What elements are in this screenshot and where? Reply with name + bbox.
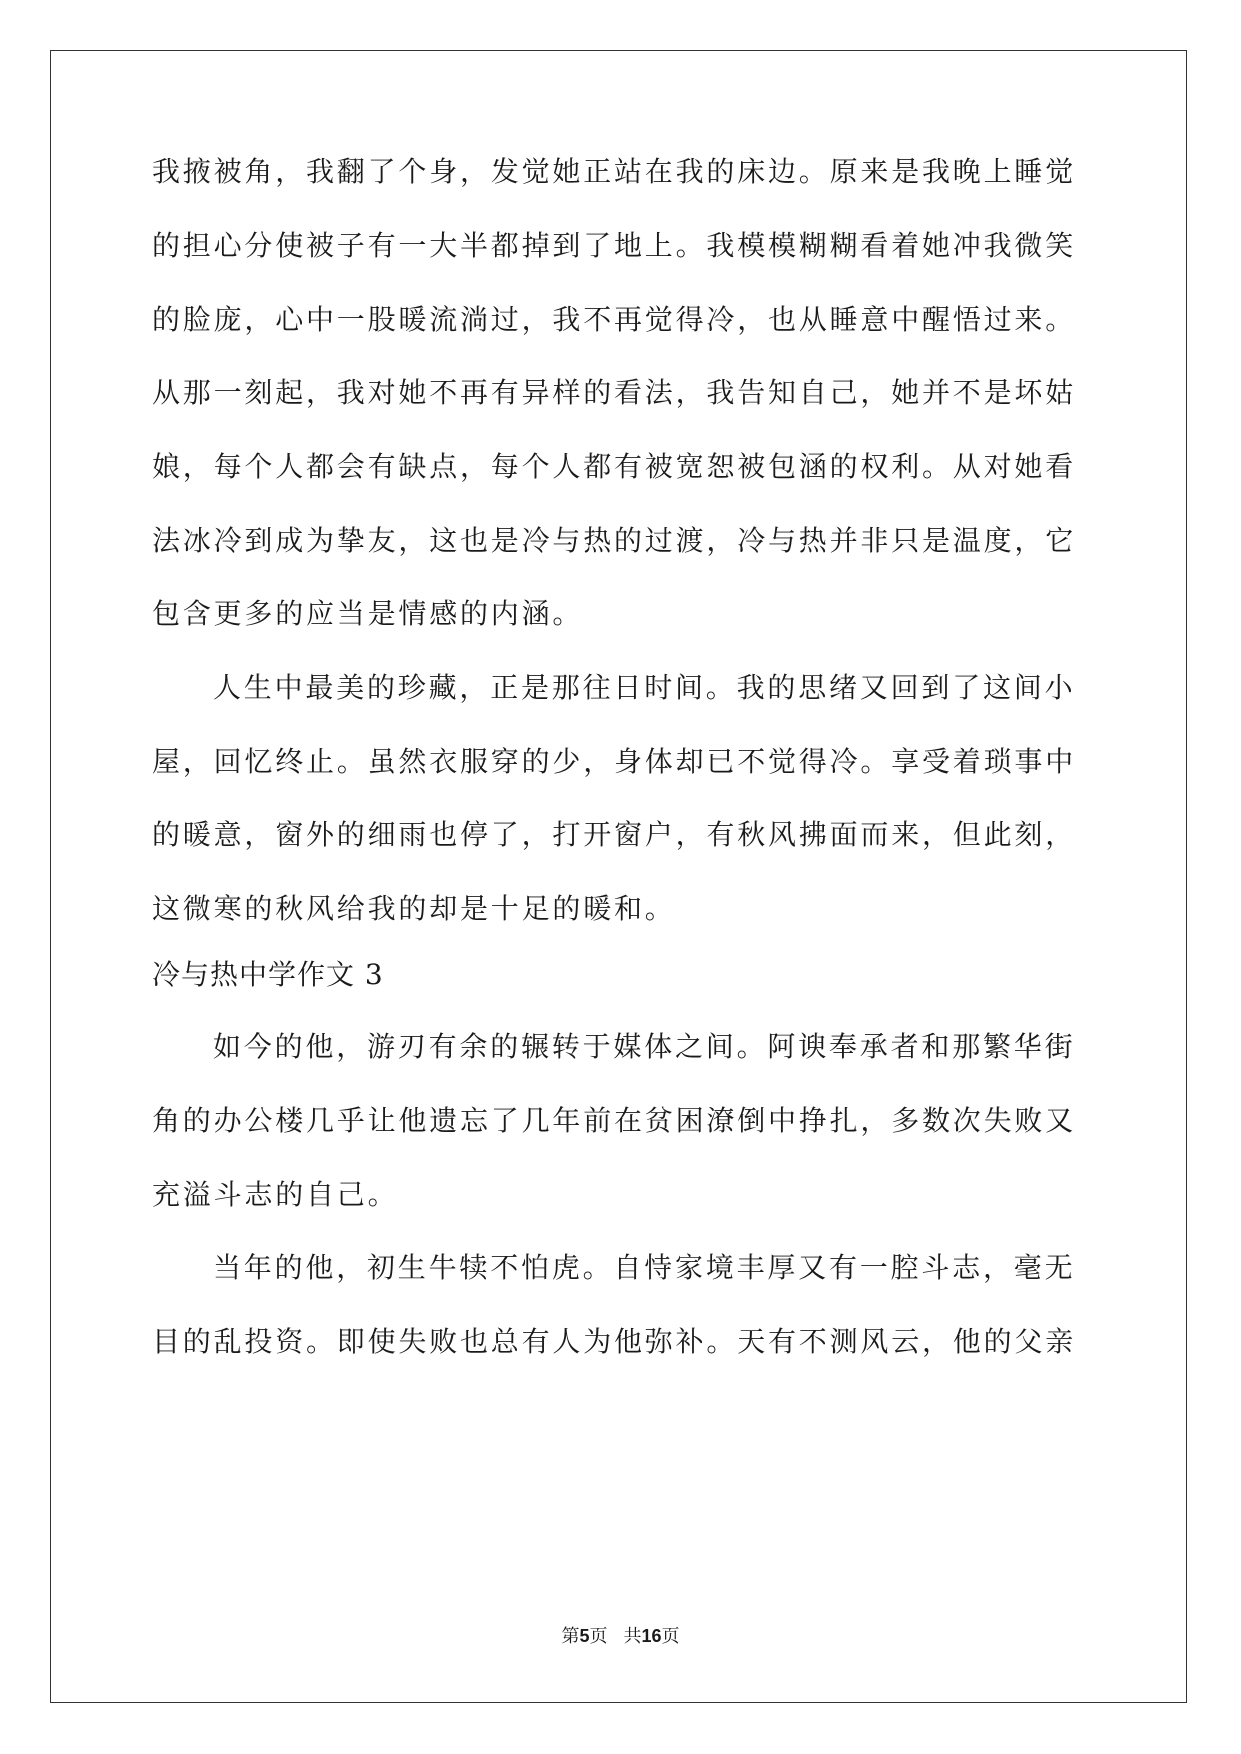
body-line: 的担心分使被子有一大半都掉到了地上。我模模糊糊看着她冲我微笑	[152, 229, 1077, 262]
body-line: 角的办公楼几乎让他遗忘了几年前在贫困潦倒中挣扎，多数次失败又	[152, 1104, 1077, 1137]
body-line: 的暖意，窗外的细雨也停了，打开窗户，有秋风拂面而来，但此刻，	[152, 818, 1077, 851]
body-line: 从那一刻起，我对她不再有异样的看法，我告知自己，她并不是坏姑	[152, 376, 1077, 409]
body-line: 包含更多的应当是情感的内涵。	[152, 597, 584, 630]
total-prefix: 共	[623, 1626, 642, 1647]
body-line: 这微寒的秋风给我的却是十足的暖和。	[152, 892, 676, 925]
body-line: 我掖被角，我翻了个身，发觉她正站在我的床边。原来是我晚上睡觉	[152, 155, 1077, 188]
body-line: 法冰冷到成为挚友，这也是冷与热的过渡，冷与热并非只是温度，它	[152, 524, 1077, 557]
page-footer	[0, 1624, 1241, 1649]
page-prefix: 第	[561, 1626, 580, 1647]
body-line: 娘，每个人都会有缺点，每个人都有被宽恕被包涵的权利。从对她看	[152, 450, 1077, 483]
body-line: 的脸庞，心中一股暖流淌过，我不再觉得冷，也从睡意中醒悟过来。	[152, 303, 1077, 336]
body-line: 充溢斗志的自己。	[152, 1178, 399, 1211]
paragraph-first-line: 人生中最美的珍藏，正是那往日时间。我的思绪又回到了这间小	[213, 671, 1076, 704]
page-number: 5	[579, 1626, 590, 1646]
body-line: 目的乱投资。即使失败也总有人为他弥补。天有不测风云，他的父亲	[152, 1325, 1077, 1358]
page-border	[50, 50, 1187, 1703]
page-suffix: 页	[589, 1626, 608, 1647]
body-line: 屋，回忆终止。虽然衣服穿的少，身体却已不觉得冷。享受着琐事中	[152, 745, 1077, 778]
total-pages: 16	[641, 1626, 662, 1646]
section-heading: 冷与热中学作文 3	[152, 958, 384, 991]
total-suffix: 页	[661, 1626, 680, 1647]
paragraph-first-line: 如今的他，游刃有余的辗转于媒体之间。阿谀奉承者和那繁华街	[213, 1030, 1076, 1063]
paragraph-first-line: 当年的他，初生牛犊不怕虎。自恃家境丰厚又有一腔斗志，毫无	[213, 1251, 1076, 1284]
